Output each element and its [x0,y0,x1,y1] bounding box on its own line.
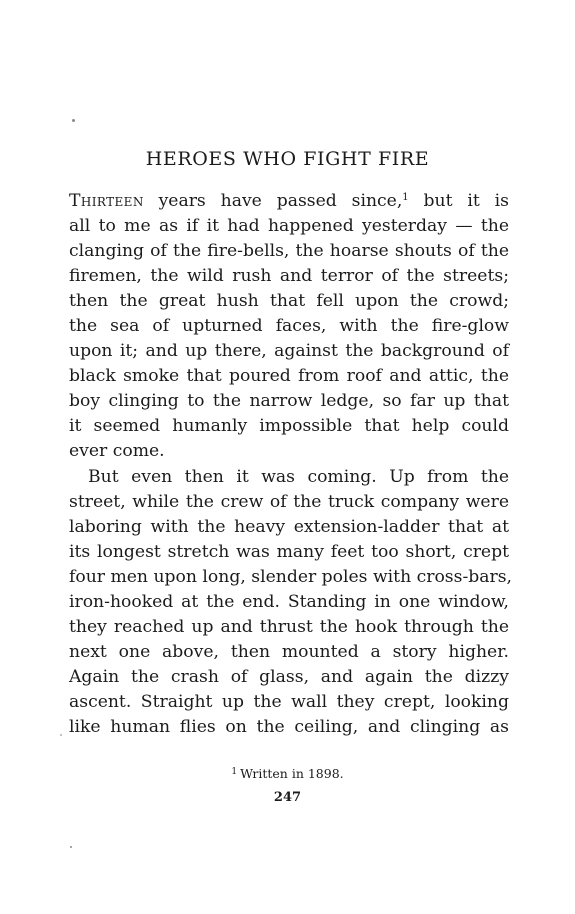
text-line: the sea of upturned faces, with the fire-glow [69,316,509,337]
text-line: But even then it was coming. Up from the [88,466,509,487]
opening-small-caps: Thirteen [69,191,144,211]
chapter-title: HEROES WHO FIGHT FIRE [145,148,430,170]
footnote [0,766,575,782]
text-line: black smoke that poured from roof and attic, the [69,366,509,387]
text-line: iron-hooked at the end. Standing in one window, [69,591,509,612]
text-line: four men upon long, slender poles with cross-bars, [69,566,513,587]
text-line: Thirteen years have passed since,$^1$ but it is [69,191,509,211]
text-line: all to me as if it had happened yesterday — the [69,216,509,237]
text-line: next one above, then mounted a story higher. [69,641,509,662]
page-number: 247 [273,790,302,805]
text-line: firemen, the wild rush and terror of the streets; [69,266,509,287]
footnote-reference: 1 [402,192,409,203]
scan-speck [72,119,75,122]
footnote-text: Written in 1898. [240,766,344,781]
text-line: they reached up and thrust the hook through the [69,616,509,637]
scan-speck [60,734,62,736]
text-line: ever come. [69,441,165,462]
text-line: it seemed humanly impossible that help could [69,416,509,437]
scan-speck [70,846,72,848]
text-line: laboring with the heavy extension-ladder that at [69,516,509,537]
text-line: like human flies on the ceiling, and clinging as [69,716,509,737]
text-line: then the great hush that fell upon the crowd; [69,291,509,312]
text-line: boy clinging to the narrow ledge, so far up that [69,391,509,412]
text-line: street, while the crew of the truck company were [69,491,509,512]
text-line: upon it; and up there, against the background of [69,341,509,362]
text-line: its longest stretch was many feet too short, crept [69,541,509,562]
text-line: ascent. Straight up the wall they crept, looking [69,691,509,712]
footnote-marker: 1 [231,767,238,777]
body-text [69,189,513,740]
text-line: clanging of the fire-bells, the hoarse shouts of the [69,241,509,262]
text-line: Again the crash of glass, and again the dizzy [69,666,509,687]
